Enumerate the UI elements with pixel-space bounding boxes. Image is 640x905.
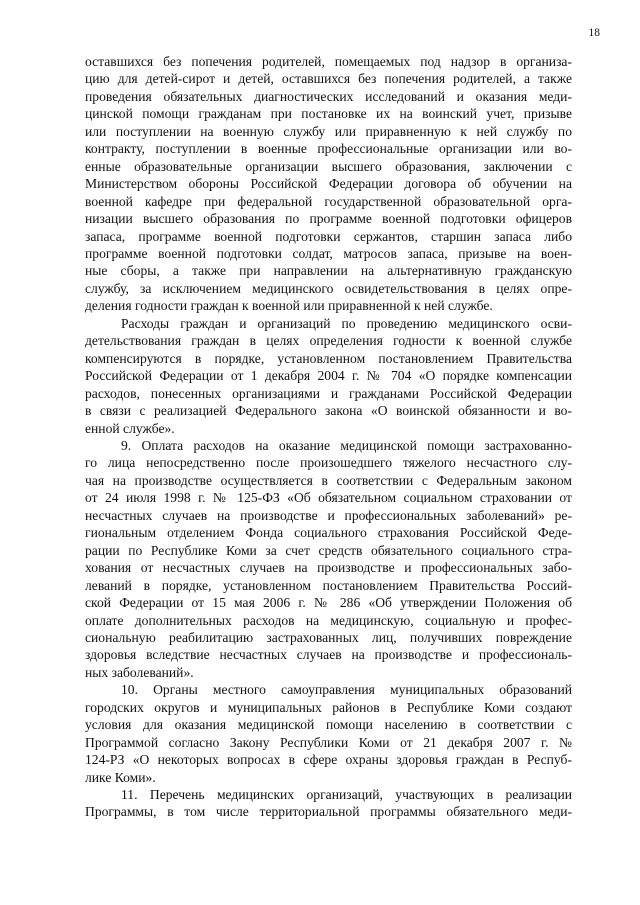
text-line: или поступлении на военную службу или приравненную к ней службу по (85, 123, 572, 139)
paragraph-item-9 (85, 437, 572, 681)
text-line: 9. Оплата расходов на оказание медицинской помощи застрахованно- (121, 437, 572, 453)
text-line: в связи с реализацией Федерального закона «О воинской обязанности и во- (85, 403, 572, 419)
text-line: несчастных случаев на производстве и профессиональных заболеваний» ре- (85, 507, 572, 523)
paragraph-item-10 (85, 681, 572, 786)
text-line: 124-РЗ «О некоторых вопросах в сфере охраны здоровья граждан в Респуб- (85, 752, 572, 768)
text-line: чая на производстве осуществляется в соответствии с Федеральным законом (85, 472, 572, 488)
paragraph-expenses (85, 315, 572, 437)
text-line: енной службе». (85, 420, 175, 436)
text-line: низации высшего образования по программе военной подготовки офицеров (85, 211, 572, 227)
text-line: 11. Перечень медицинских организаций, участвующих в реализации (121, 787, 572, 803)
text-line: Программы, в том числе территориальной программы обязательного меди- (85, 804, 572, 820)
text-line: расходов, понесенных организациями и гражданами Российской Федерации (85, 385, 572, 401)
text-line: деления годности граждан к военной или приравненной к ней службе. (85, 298, 493, 314)
text-line: Расходы граждан и организаций по проведению медицинского осви- (121, 315, 572, 331)
text-line: оставшихся без попечения родителей, помещаемых под надзор в организа- (85, 54, 572, 69)
text-line: городских округов и муниципальных районов в Республике Коми создают (85, 699, 572, 715)
text-line: запаса, программе военной подготовки сержантов, старшин запаса либо (85, 228, 572, 244)
paragraph-continuation (85, 53, 572, 315)
text-line: гиональным отделением Фонда социального страхования Российской Феде- (85, 525, 572, 541)
text-line: компенсируются в порядке, установленном постановлением Правительства (85, 350, 572, 366)
text-line: проведения обязательных диагностических исследований и оказания меди- (85, 88, 572, 104)
document-body (85, 53, 572, 821)
text-line: ской Федерации от 15 мая 2006 г. № 286 «Об утверждении Положения об (85, 595, 572, 611)
page-number: 18 (588, 27, 600, 39)
text-line: 10. Органы местного самоуправления муниципальных образований (121, 682, 572, 698)
text-line: ные сборы, а также при направлении на альтернативную гражданскую (85, 263, 572, 279)
text-line: Российской Федерации от 1 декабря 2004 г. № 704 «О порядке компенсации (85, 368, 572, 384)
text-line: службу, за исключением медицинского освидетельствования в целях опре- (85, 280, 572, 296)
text-line: цинской помощи гражданам при постановке их на воинский учет, призыве (85, 106, 572, 122)
text-line: оплате дополнительных расходов на медицинскую, социальную и профес- (85, 612, 572, 628)
text-line: военной кафедре при федеральной государственной образовательной орга- (85, 193, 572, 209)
text-line: от 24 июля 1998 г. № 125-ФЗ «Об обязательном социальном страховании от (85, 490, 572, 506)
text-line: го лица непосредственно после произошедшего тяжелого несчастного слу- (85, 455, 572, 471)
text-line: енные образовательные организации высшего образования, заключении с (85, 158, 572, 174)
text-line: ных заболеваний». (85, 664, 194, 680)
text-line: Министерством обороны Российской Федерации договора об обучении на (85, 176, 572, 192)
text-line: контракту, поступлении в военные профессиональные организации или во- (85, 141, 572, 157)
text-line: леваний в порядке, установленном постановлением Правительства Россий- (85, 577, 572, 593)
text-line: цию для детей-сирот и детей, оставшихся без попечения родителей, а также (85, 71, 572, 87)
paragraph-item-11 (85, 786, 572, 821)
text-line: лике Коми». (85, 769, 156, 785)
text-line: условия для оказания медицинской помощи населению в соответствии с (85, 717, 572, 733)
text-line: Программой согласно Закону Республики Коми от 21 декабря 2007 г. № (85, 734, 572, 750)
text-line: детельствования граждан в целях определения годности к военной службе (85, 333, 572, 349)
text-line: сиональную реабилитацию застрахованных лиц, получивших повреждение (85, 629, 572, 645)
text-line: здоровья вследствие несчастных случаев на производстве и профессиональ- (85, 647, 572, 663)
text-line: хования от несчастных случаев на производстве и профессиональных забо- (85, 560, 572, 576)
text-line: программе военной подготовки солдат, матросов запаса, призыве на воен- (85, 245, 572, 261)
text-line: рации по Республике Коми за счет средств обязательного социального стра- (85, 542, 572, 558)
